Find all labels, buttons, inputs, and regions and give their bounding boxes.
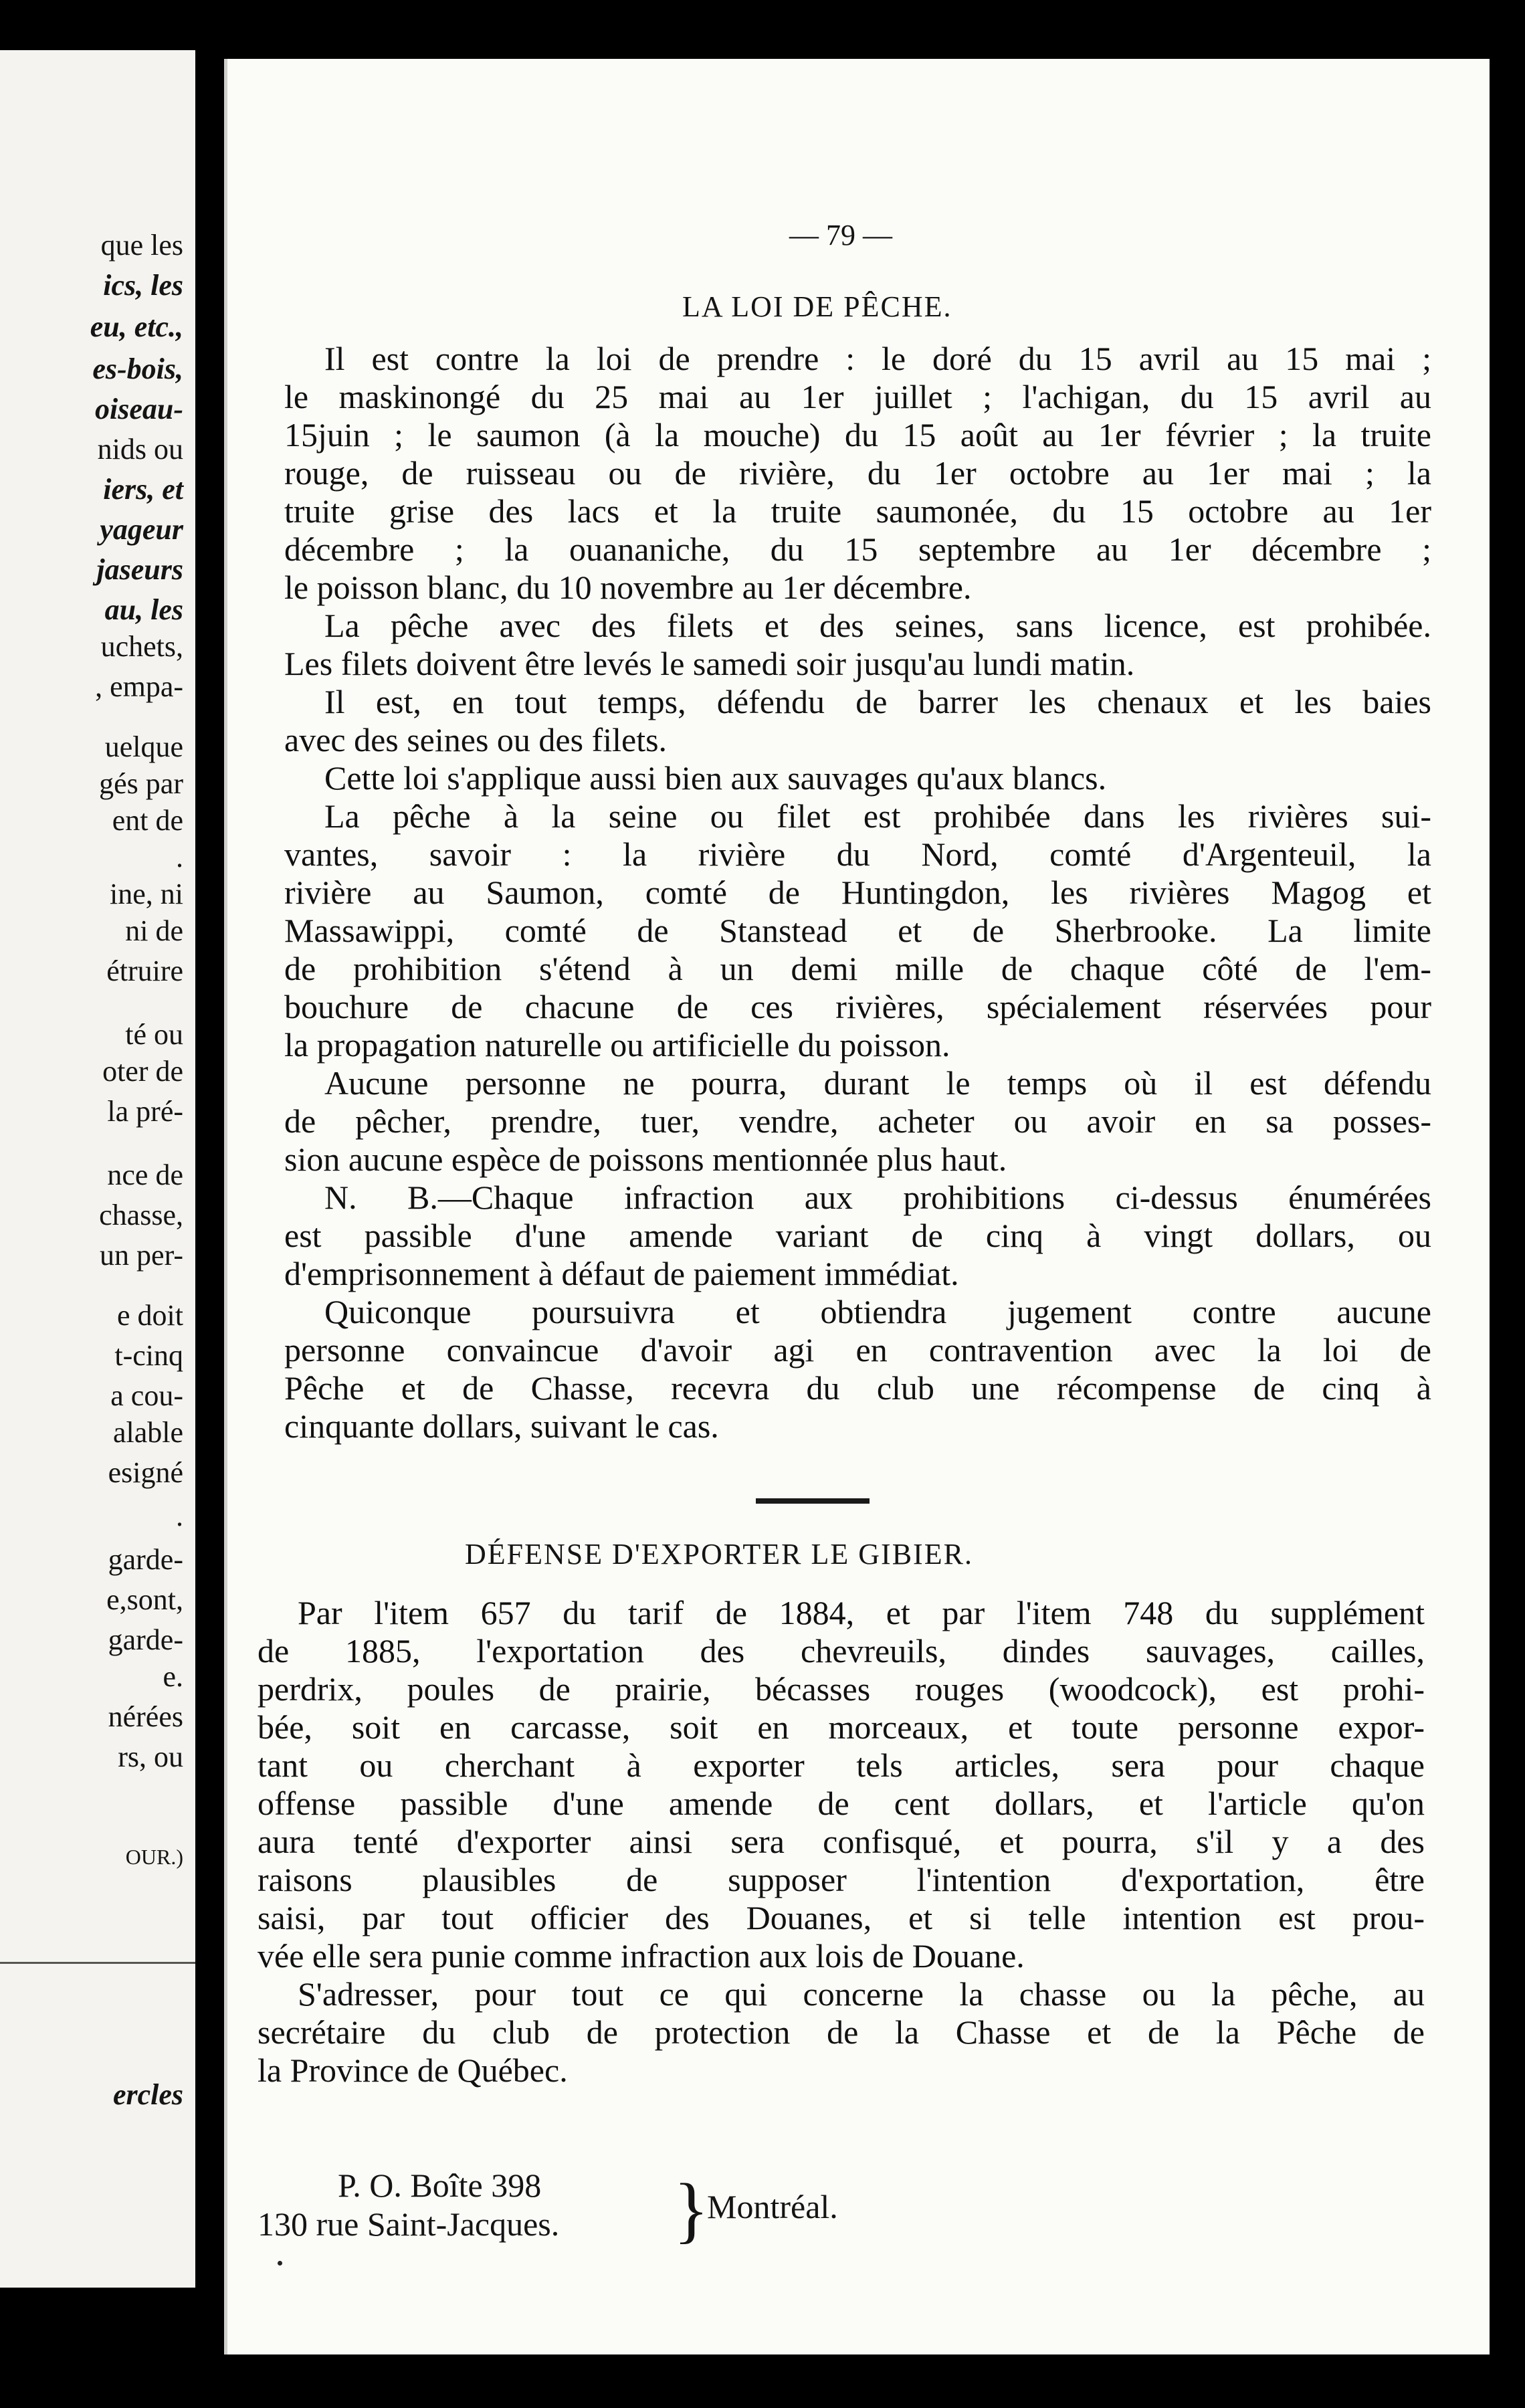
- text-line: Par l'item 657 du tarif de 1884, et par l'item 748 du supplément: [298, 1594, 1425, 1631]
- text-line: Pêche et de Chasse, recevra du club une récompense de cinq à: [284, 1369, 1431, 1407]
- text-line: raisons plausibles de supposer l'intention d'exportation, être: [258, 1861, 1425, 1898]
- text-line: bée, soit en carcasse, soit en morceaux, et toute personne expor-: [258, 1708, 1425, 1746]
- page: [224, 59, 1490, 2354]
- text-line: la propagation naturelle ou artificielle du poisson.: [284, 1026, 950, 1064]
- address-city: Montréal.: [707, 2188, 838, 2225]
- text-line: avec des seines ou des filets.: [284, 721, 668, 759]
- facing-page-line-fragment: eu, etc.,: [90, 310, 183, 343]
- facing-page-line-fragment: nce de: [107, 1159, 183, 1191]
- facing-page-line-fragment: que les: [100, 229, 183, 262]
- facing-page-line-fragment: ercles: [112, 2078, 183, 2111]
- text-line: offense passible d'une amende de cent dollars, et l'article qu'on: [258, 1785, 1425, 1822]
- text-line: d'emprisonnement à défaut de paiement immédiat.: [284, 1255, 959, 1292]
- facing-page-rule: [0, 1962, 195, 1964]
- text-line: est passible d'une amende variant de cinq à vingt dollars, ou: [284, 1217, 1431, 1254]
- address-po-box: P. O. Boîte 398: [338, 2167, 542, 2204]
- text-line: truite grise des lacs et la truite saumonée, du 15 octobre au 1er: [284, 492, 1431, 530]
- text-line: Massawippi, comté de Stanstead et de Sherbrooke. La limite: [284, 912, 1431, 949]
- ink-mark: [278, 2261, 282, 2266]
- text-line: sion aucune espèce de poissons mentionnée plus haut.: [284, 1140, 1007, 1178]
- text-line: aura tenté d'exporter ainsi sera confisqué, et pourra, s'il y a des: [258, 1823, 1425, 1860]
- facing-page-line-fragment: té ou: [125, 1018, 183, 1051]
- facing-page-line-fragment: rs, ou: [118, 1740, 183, 1773]
- facing-page-line-fragment: , empa-: [95, 670, 183, 703]
- facing-page-line-fragment: nids ou: [97, 433, 183, 466]
- facing-page-line-fragment: OUR.): [125, 1845, 183, 1869]
- facing-page-line-fragment: ent de: [112, 804, 183, 837]
- facing-page-line-fragment: es-bois,: [92, 353, 183, 385]
- facing-page-line-fragment: garde-: [108, 1543, 183, 1576]
- text-line: vée elle sera punie comme infraction aux lois de Douane.: [258, 1937, 1025, 1975]
- text-line: vantes, savoir : la rivière du Nord, comté d'Argenteuil, la: [284, 835, 1431, 873]
- facing-page-line-fragment: .: [176, 1500, 183, 1532]
- section-heading-fishing-law: LA LOI DE PÊCHE.: [682, 290, 952, 323]
- facing-page-line-fragment: esigné: [108, 1456, 183, 1489]
- facing-page-line-fragment: ine, ni: [110, 878, 183, 910]
- facing-page-line-fragment: nérées: [108, 1700, 183, 1733]
- facing-page-line-fragment: a cou-: [110, 1379, 183, 1412]
- facing-page-line-fragment: yageur: [100, 513, 183, 546]
- page-number: — 79 —: [789, 219, 892, 252]
- text-line: cinquante dollars, suivant le cas.: [284, 1407, 719, 1445]
- facing-page-line-fragment: e,sont,: [106, 1583, 183, 1616]
- section-divider: [756, 1498, 870, 1504]
- text-line: Il est contre la loi de prendre : le doré du 15 avril au 15 mai ;: [324, 340, 1431, 377]
- mailing-address: [258, 2166, 838, 2250]
- facing-page-line-fragment: t-cinq: [114, 1339, 183, 1372]
- facing-page-line-fragment: étruire: [106, 955, 183, 987]
- facing-page-line-fragment: au, les: [104, 593, 183, 626]
- section-body-fishing-law: [284, 340, 1431, 1445]
- facing-page-line-fragment: iers, et: [103, 473, 183, 506]
- facing-page-line-fragment: uchets,: [100, 630, 183, 663]
- facing-page-line-fragment: .: [176, 841, 183, 874]
- text-line: personne convaincue d'avoir agi en contravention avec la loi de: [284, 1331, 1431, 1369]
- text-line: Aucune personne ne pourra, durant le temps où il est défendu: [324, 1064, 1431, 1102]
- text-line: tant ou cherchant à exporter tels articles, sera pour chaque: [258, 1746, 1425, 1784]
- text-line: La pêche à la seine ou filet est prohibée dans les rivières sui-: [324, 797, 1431, 835]
- facing-page-line-fragment: chasse,: [99, 1199, 183, 1231]
- text-line: 15juin ; le saumon (à la mouche) du 15 août au 1er février ; la truite: [284, 416, 1431, 454]
- text-line: Quiconque poursuivra et obtiendra jugement contre aucune: [324, 1293, 1431, 1330]
- section-body-game-export: [258, 1594, 1425, 2090]
- text-line: décembre ; la ouananiche, du 15 septembre au 1er décembre ;: [284, 530, 1431, 568]
- text-line: bouchure de chacune de ces rivières, spécialement réservées pour: [284, 988, 1431, 1025]
- text-line: le poisson blanc, du 10 novembre au 1er décembre.: [284, 569, 972, 606]
- facing-page-line-fragment: e doit: [117, 1299, 183, 1332]
- text-line: S'adresser, pour tout ce qui concerne la chasse ou la pêche, au: [298, 1975, 1425, 2013]
- text-line: Cette loi s'applique aussi bien aux sauvages qu'aux blancs.: [324, 759, 1107, 797]
- facing-page-line-fragment: gés par: [99, 767, 183, 800]
- facing-page-line-fragment: uelque: [104, 730, 183, 763]
- text-line: le maskinongé du 25 mai au 1er juillet ; l'achigan, du 15 avril au: [284, 378, 1431, 415]
- text-line: saisi, par tout officier des Douanes, et si telle intention est prou-: [258, 1899, 1425, 1936]
- text-line: La pêche avec des filets et des seines, sans licence, est prohibée.: [324, 607, 1431, 644]
- section-heading-game-export: DÉFENSE D'EXPORTER LE GIBIER.: [465, 1538, 973, 1571]
- facing-page-line-fragment: ics, les: [103, 269, 183, 302]
- facing-page-line-fragment: un per-: [100, 1239, 183, 1272]
- facing-page-line-fragment: oiseau-: [95, 393, 183, 425]
- text-line: de prohibition s'étend à un demi mille de chaque côté de l'em-: [284, 950, 1431, 987]
- address-street: 130 rue Saint-Jacques.: [258, 2205, 560, 2243]
- facing-page-line-fragment: la pré-: [107, 1095, 183, 1128]
- text-line: la Province de Québec.: [258, 2051, 568, 2089]
- text-line: perdrix, poules de prairie, bécasses rouges (woodcock), est prohi-: [258, 1670, 1425, 1708]
- text-line: N. B.—Chaque infraction aux prohibitions ci-dessus énumérées: [324, 1179, 1431, 1216]
- facing-page-line-fragment: oter de: [102, 1055, 183, 1088]
- text-line: rivière au Saumon, comté de Huntingdon, les rivières Magog et: [284, 874, 1431, 911]
- text-line: de pêcher, prendre, tuer, vendre, acheter ou avoir en sa posses-: [284, 1102, 1431, 1140]
- text-line: rouge, de ruisseau ou de rivière, du 1er octobre au 1er mai ; la: [284, 454, 1431, 492]
- facing-page-line-fragment: alable: [112, 1416, 183, 1449]
- facing-page-line-fragment: e.: [163, 1660, 183, 1693]
- facing-page-line-fragment: jaseurs: [96, 553, 183, 586]
- facing-page-line-fragment: garde-: [108, 1623, 183, 1656]
- facing-page-line-fragment: ni de: [125, 914, 183, 947]
- text-line: Les filets doivent être levés le samedi soir jusqu'au lundi matin.: [284, 645, 1135, 682]
- text-line: de 1885, l'exportation des chevreuils, dindes sauvages, cailles,: [258, 1632, 1425, 1670]
- text-line: secrétaire du club de protection de la Chasse et de la Pêche de: [258, 2013, 1425, 2051]
- text-line: Il est, en tout temps, défendu de barrer les chenaux et les baies: [324, 683, 1431, 720]
- address-brace: }: [674, 2169, 709, 2250]
- facing-page-fragment: [0, 50, 195, 2288]
